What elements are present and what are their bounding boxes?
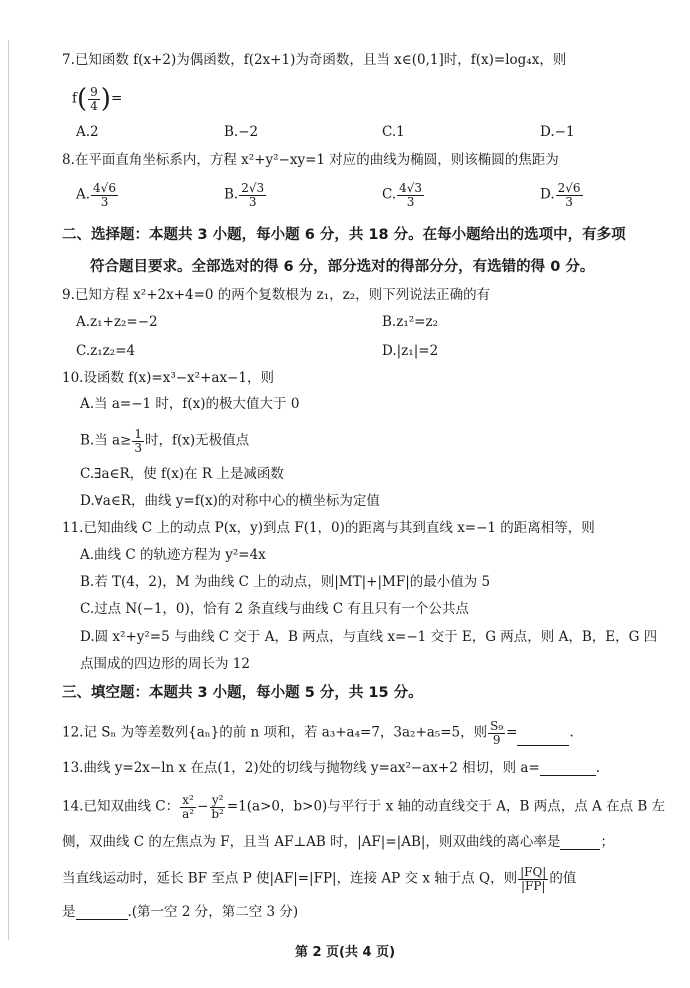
q8-option-d [540, 182, 584, 208]
page-footer: 第 2 页(共 4 页) [294, 945, 396, 960]
q10-option-d: D.∀a∈R，曲线 y=f(x)的对称中心的横坐标为定值 [80, 493, 380, 509]
q14-fraction-y [209, 794, 226, 820]
q14-fraction-fq-fp [518, 866, 548, 892]
q14-answer-blank-1 [560, 837, 600, 850]
q13-pre: 13.曲线 y=2x−ln x 在点(1，2)处的切线与抛物线 y=ax²−ax+2 相切，则 a= [62, 760, 540, 776]
q10-option-c: C.∃a∈R，使 f(x)在 R 上是减函数 [80, 466, 284, 482]
q9-option-b: B.z₁²=z₂ [382, 314, 438, 330]
q7-stem: 7.已知函数 f(x+2)为偶函数，f(2x+1)为奇函数，且当 x∈(0,1]时，f(x)=log₄x，则 [62, 52, 567, 68]
q7-close-paren: ) [100, 84, 111, 115]
margin-rule [8, 40, 9, 940]
q14-f2-num: y² [211, 793, 224, 807]
q13-end: . [595, 760, 601, 776]
q10-stem: 10.设函数 f(x)=x³−x²+ax−1，则 [62, 370, 274, 386]
q10-option-b-post: 时，f(x)无极值点 [145, 432, 250, 449]
section2-heading-line2: 符合题目要求。全部选对的得 6 分，部分选对的得部分分，有选错的得 0 分。 [90, 259, 595, 275]
q14-f1-num: x² [182, 793, 194, 807]
q14-fraction-x [180, 794, 196, 820]
q8-b-num: 2√3 [241, 181, 265, 195]
q12-pre: 12.记 Sₙ 为等差数列{aₙ}的前 n 项和，若 a₃+a₄=7，3a₂+a₅=5，则 [62, 724, 488, 741]
q11-option-d-line2: 点围成的四边形的周长为 12 [80, 656, 250, 672]
q12-end: . [569, 724, 574, 741]
q14-minus: − [197, 798, 209, 815]
q8-d-num: 2√6 [557, 181, 581, 195]
q12-answer-blank [517, 733, 569, 746]
q8-option-c-label: C. [382, 186, 397, 203]
q8-c-num: 4√3 [399, 181, 423, 195]
q8-option-d-fraction [556, 182, 583, 208]
q13-answer-blank [540, 763, 596, 776]
q7-frac-den: 4 [90, 98, 98, 113]
q14-line3-post: 的值 [549, 870, 577, 887]
q7-prefix: f [72, 90, 77, 107]
q11-stem: 11.已知曲线 C 上的动点 P(x，y)到点 F(1，0)的距离与其到直线 x=−1 的距离相等，则 [62, 520, 595, 536]
q10-option-b-pre: B.当 a≥ [80, 432, 132, 449]
q11-option-d-line1: D.圆 x²+y²=5 与曲线 C 交于 A，B 两点，与直线 x=−1 交于 E，G 两点，则 A，B，E，G 四 [80, 629, 658, 645]
q14-line2 [62, 836, 614, 850]
q12-stem [62, 720, 574, 746]
q9-option-d: D.|z₁|=2 [382, 343, 439, 359]
q11-option-a: A.曲线 C 的轨迹方程为 y²=4x [80, 547, 266, 563]
q8-stem: 8.在平面直角坐标系内，方程 x²+y²−xy=1 对应的曲线为椭圆，则该椭圆的焦距为 [62, 152, 559, 168]
q14-line4 [62, 906, 298, 920]
q8-option-a-label: A. [76, 186, 91, 203]
q11-option-b: B.若 T(4，2)，M 为曲线 C 上的动点，则|MT|+|MF|的最小值为 5 [80, 574, 491, 590]
q14-f2-den: b² [211, 806, 224, 821]
q8-b-den: 3 [248, 194, 257, 209]
q14-line3 [62, 866, 576, 892]
q14-line3-pre: 当直线运动时，延长 BF 至点 P 使|AF|=|FP|，连接 AP 交 x 轴于点 Q，则 [62, 870, 518, 887]
q12-frac-num: S₉ [490, 719, 504, 733]
q14-line2-post: ； [600, 834, 614, 850]
q8-option-b [224, 182, 267, 208]
q10-b-num: 1 [134, 427, 143, 441]
q10-option-a: A.当 a=−1 时，f(x)的极大值大于 0 [80, 396, 300, 412]
q14-line1-post: =1(a>0，b>0)与平行于 x 轴的动直线交于 A，B 两点，点 A 在点 B 左 [226, 798, 666, 815]
q10-b-den: 3 [134, 440, 143, 455]
q7-frac-num: 9 [90, 85, 98, 99]
q14-line1 [62, 794, 665, 820]
section2-heading-line1: 二、选择题：本题共 3 小题，每小题 6 分，共 18 分。在每小题给出的选项中，有多项 [62, 227, 626, 243]
q12-equals: = [506, 724, 518, 741]
q8-option-c-fraction [397, 182, 424, 208]
q8-a-num: 4√6 [93, 181, 116, 195]
q8-a-den: 3 [100, 194, 109, 209]
q7-option-d: D.−1 [540, 124, 575, 140]
q7-option-c: C.1 [382, 124, 405, 140]
q14-line4-pre: 是 [62, 904, 76, 920]
q11-option-c: C.过点 N(−1，0)，恰有 2 条直线与曲线 C 有且只有一个公共点 [80, 601, 469, 617]
q14-line2-pre: 侧，双曲线 C 的左焦点为 F，且当 AF⊥AB 时，|AF|=|AB|，则双曲线的离心率是 [62, 834, 561, 850]
q14-f1-den: a² [182, 806, 195, 821]
q8-c-den: 3 [406, 194, 415, 209]
q7-option-a: A.2 [76, 124, 99, 140]
q8-option-b-label: B. [224, 186, 239, 203]
q10-option-b [80, 428, 249, 454]
q7-fraction [88, 86, 100, 112]
q8-option-d-label: D. [540, 186, 555, 203]
q9-option-a: A.z₁+z₂=−2 [76, 314, 158, 330]
q8-d-den: 3 [565, 194, 573, 209]
q9-stem: 9.已知方程 x²+2x+4=0 的两个复数根为 z₁，z₂，则下列说法正确的有 [62, 287, 491, 303]
q14-f3-num: |FQ| [520, 865, 547, 879]
q13-stem [62, 762, 600, 776]
q8-option-a-fraction [91, 182, 118, 208]
q14-f3-den: |FP| [520, 878, 546, 893]
q14-line1-pre: 14.已知双曲线 C： [62, 798, 180, 815]
q9-option-c: C.z₁z₂=4 [76, 343, 136, 359]
q12-frac-den: 9 [492, 732, 501, 747]
q7-expression [72, 84, 123, 115]
q8-option-a [76, 182, 119, 208]
q7-open-paren: ( [77, 84, 88, 115]
q14-line4-post: .(第一空 2 分，第二空 3 分) [127, 904, 299, 920]
q10-option-b-fraction [132, 428, 144, 454]
q12-fraction [488, 720, 505, 746]
section3-heading: 三、填空题：本题共 3 小题，每小题 5 分，共 15 分。 [62, 685, 423, 701]
q8-option-b-fraction [239, 182, 266, 208]
q7-suffix: = [110, 90, 123, 107]
q14-answer-blank-2 [76, 907, 128, 920]
q8-option-c [382, 182, 425, 208]
q7-option-b: B.−2 [224, 124, 259, 140]
